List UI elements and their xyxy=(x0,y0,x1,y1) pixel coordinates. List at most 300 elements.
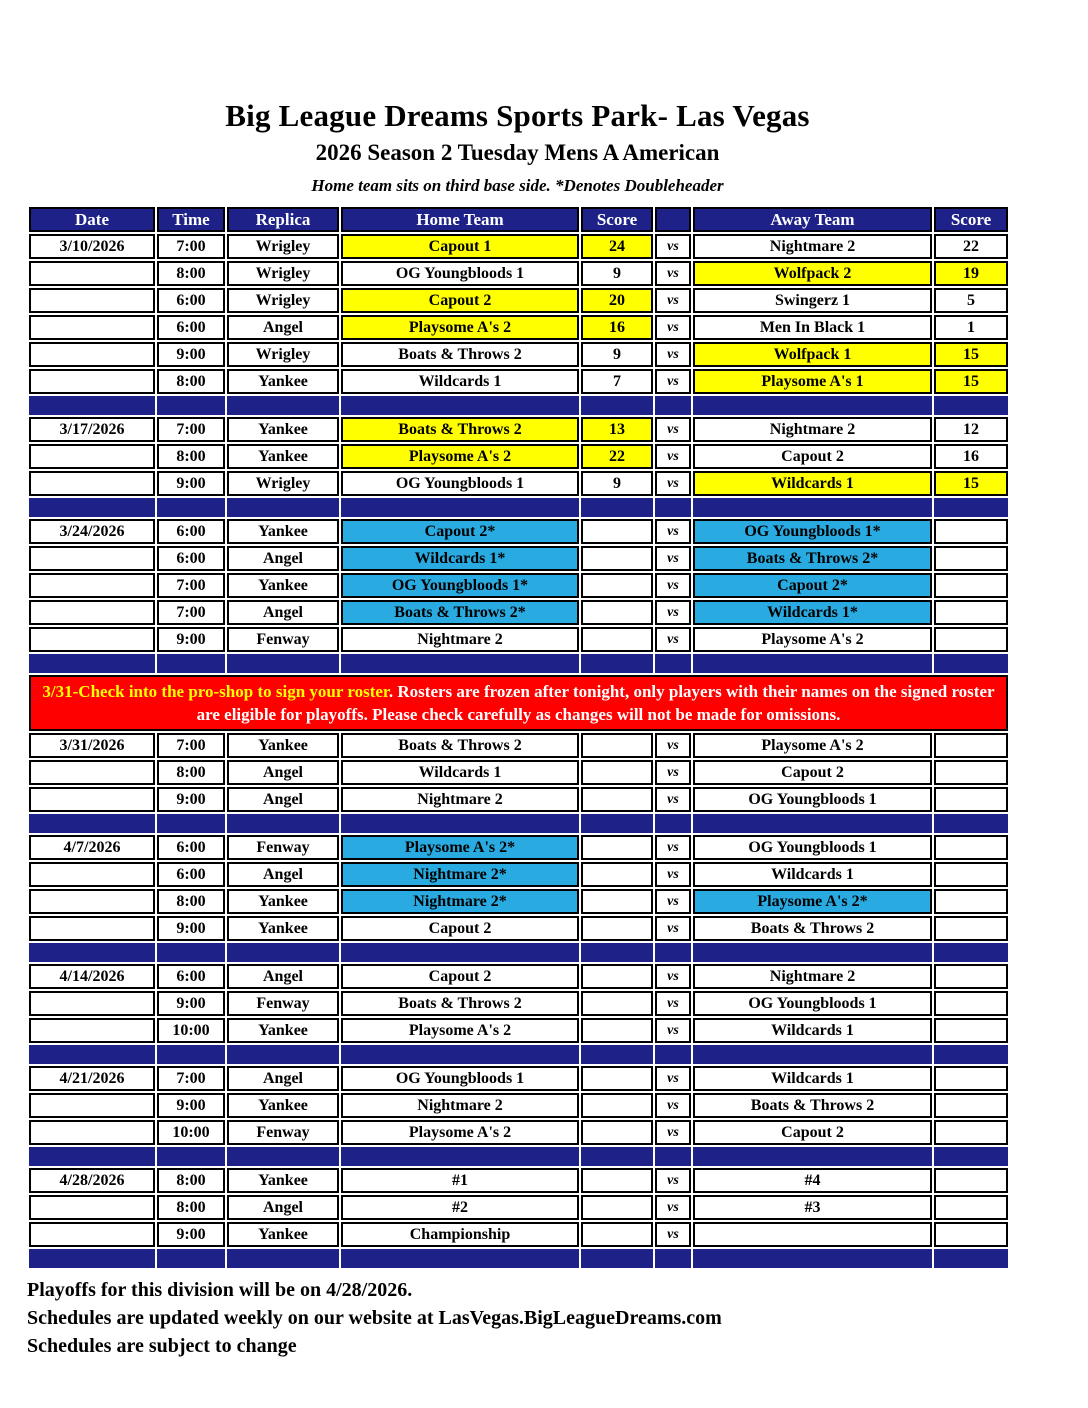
home-team-cell: Boats & Throws 2 xyxy=(341,417,579,442)
away-team-cell: Men In Black 1 xyxy=(693,315,932,340)
away-team-cell: Boats & Throws 2 xyxy=(693,1093,932,1118)
home-score-cell xyxy=(581,1120,653,1145)
home-score-cell: 9 xyxy=(581,471,653,496)
away-score-cell: 12 xyxy=(934,417,1008,442)
home-score-cell: 16 xyxy=(581,315,653,340)
away-team-cell: Wildcards 1 xyxy=(693,1018,932,1043)
away-score-cell: 19 xyxy=(934,261,1008,286)
replica-cell: Yankee xyxy=(227,573,339,598)
game-row xyxy=(29,1168,1008,1193)
vs-label: vs xyxy=(655,234,691,259)
time-cell: 9:00 xyxy=(157,991,225,1016)
home-team-cell: OG Youngbloods 1 xyxy=(341,471,579,496)
away-score-cell xyxy=(934,1120,1008,1145)
home-score-cell xyxy=(581,733,653,758)
home-team-cell: Wildcards 1* xyxy=(341,546,579,571)
game-row xyxy=(29,417,1008,442)
game-row xyxy=(29,1120,1008,1145)
time-cell: 9:00 xyxy=(157,1093,225,1118)
vs-label: vs xyxy=(655,1093,691,1118)
replica-cell: Yankee xyxy=(227,369,339,394)
date-cell: 4/7/2026 xyxy=(29,835,155,860)
home-team-cell: OG Youngbloods 1* xyxy=(341,573,579,598)
home-team-cell: Capout 2 xyxy=(341,288,579,313)
away-team-cell: Playsome A's 2* xyxy=(693,889,932,914)
replica-cell: Angel xyxy=(227,964,339,989)
roster-notice xyxy=(29,675,1008,731)
home-score-cell xyxy=(581,760,653,785)
time-cell: 7:00 xyxy=(157,234,225,259)
home-team-cell: Capout 2* xyxy=(341,519,579,544)
separator-cell xyxy=(29,1249,155,1268)
date-cell xyxy=(29,342,155,367)
away-score-cell xyxy=(934,546,1008,571)
time-cell: 9:00 xyxy=(157,627,225,652)
separator-cell xyxy=(227,1249,339,1268)
game-row xyxy=(29,315,1008,340)
game-row xyxy=(29,889,1008,914)
replica-cell: Angel xyxy=(227,1195,339,1220)
date-cell xyxy=(29,546,155,571)
separator-cell xyxy=(693,396,932,415)
home-team-cell: Capout 1 xyxy=(341,234,579,259)
time-cell: 7:00 xyxy=(157,417,225,442)
date-cell xyxy=(29,315,155,340)
home-score-cell xyxy=(581,573,653,598)
roster-notice-row xyxy=(29,675,1008,731)
home-score-cell xyxy=(581,835,653,860)
separator-cell xyxy=(655,654,691,673)
replica-cell: Yankee xyxy=(227,733,339,758)
away-team-cell: Capout 2* xyxy=(693,573,932,598)
away-score-cell xyxy=(934,916,1008,941)
column-header-home-score: Score xyxy=(581,207,653,232)
separator-cell xyxy=(29,943,155,962)
time-cell: 8:00 xyxy=(157,444,225,469)
time-cell: 9:00 xyxy=(157,471,225,496)
game-row xyxy=(29,1195,1008,1220)
home-team-cell: Capout 2 xyxy=(341,964,579,989)
away-score-cell xyxy=(934,627,1008,652)
separator-cell xyxy=(157,814,225,833)
date-cell xyxy=(29,627,155,652)
time-cell: 9:00 xyxy=(157,787,225,812)
game-row xyxy=(29,261,1008,286)
separator-row xyxy=(29,396,1008,415)
page-title: Big League Dreams Sports Park- Las Vegas xyxy=(225,98,810,133)
vs-label: vs xyxy=(655,471,691,496)
home-score-cell xyxy=(581,1222,653,1247)
home-team-cell: OG Youngbloods 1 xyxy=(341,261,579,286)
vs-label: vs xyxy=(655,627,691,652)
time-cell: 6:00 xyxy=(157,835,225,860)
date-cell: 3/31/2026 xyxy=(29,733,155,758)
separator-cell xyxy=(581,1249,653,1268)
game-row xyxy=(29,1066,1008,1091)
away-team-cell: Playsome A's 2 xyxy=(693,627,932,652)
game-row xyxy=(29,234,1008,259)
separator-cell xyxy=(581,654,653,673)
separator-row xyxy=(29,1147,1008,1166)
away-score-cell: 5 xyxy=(934,288,1008,313)
separator-cell xyxy=(227,943,339,962)
home-score-cell xyxy=(581,1168,653,1193)
away-team-cell: OG Youngbloods 1 xyxy=(693,835,932,860)
separator-cell xyxy=(29,396,155,415)
game-row xyxy=(29,835,1008,860)
home-team-cell: Wildcards 1 xyxy=(341,369,579,394)
away-team-cell xyxy=(693,1222,932,1247)
separator-cell xyxy=(655,814,691,833)
home-score-cell xyxy=(581,1018,653,1043)
away-team-cell: Playsome A's 2 xyxy=(693,733,932,758)
time-cell: 7:00 xyxy=(157,1066,225,1091)
replica-cell: Fenway xyxy=(227,627,339,652)
away-team-cell: Wildcards 1* xyxy=(693,600,932,625)
vs-label: vs xyxy=(655,369,691,394)
away-team-cell: Wildcards 1 xyxy=(693,471,932,496)
home-team-cell: Playsome A's 2 xyxy=(341,444,579,469)
vs-label: vs xyxy=(655,417,691,442)
home-score-cell xyxy=(581,1093,653,1118)
separator-cell xyxy=(693,943,932,962)
vs-label: vs xyxy=(655,1018,691,1043)
time-cell: 8:00 xyxy=(157,1195,225,1220)
away-team-cell: Capout 2 xyxy=(693,760,932,785)
date-cell xyxy=(29,862,155,887)
vs-label: vs xyxy=(655,835,691,860)
separator-cell xyxy=(581,943,653,962)
date-cell xyxy=(29,288,155,313)
time-cell: 7:00 xyxy=(157,573,225,598)
column-header-away-score: Score xyxy=(934,207,1008,232)
home-score-cell xyxy=(581,991,653,1016)
separator-row xyxy=(29,1045,1008,1064)
date-cell: 3/17/2026 xyxy=(29,417,155,442)
separator-cell xyxy=(157,654,225,673)
legend-note: Home team sits on third base side. *Denotes Doubleheader xyxy=(311,176,724,195)
date-cell: 3/24/2026 xyxy=(29,519,155,544)
separator-cell xyxy=(227,498,339,517)
column-header-home-team: Home Team xyxy=(341,207,579,232)
time-cell: 6:00 xyxy=(157,546,225,571)
separator-cell xyxy=(934,396,1008,415)
separator-cell xyxy=(655,1249,691,1268)
separator-cell xyxy=(29,498,155,517)
separator-cell xyxy=(157,1045,225,1064)
game-row xyxy=(29,600,1008,625)
separator-cell xyxy=(581,1045,653,1064)
replica-cell: Angel xyxy=(227,760,339,785)
vs-label: vs xyxy=(655,546,691,571)
vs-label: vs xyxy=(655,1066,691,1091)
page-subtitle: 2026 Season 2 Tuesday Mens A American xyxy=(315,140,720,165)
vs-label: vs xyxy=(655,889,691,914)
away-team-cell: Nightmare 2 xyxy=(693,417,932,442)
separator-cell xyxy=(693,814,932,833)
home-score-cell xyxy=(581,600,653,625)
vs-label: vs xyxy=(655,573,691,598)
home-team-cell: Nightmare 2* xyxy=(341,889,579,914)
date-cell: 4/14/2026 xyxy=(29,964,155,989)
home-team-cell: OG Youngbloods 1 xyxy=(341,1066,579,1091)
separator-cell xyxy=(693,498,932,517)
away-score-cell: 16 xyxy=(934,444,1008,469)
separator-cell xyxy=(934,943,1008,962)
home-team-cell: Wildcards 1 xyxy=(341,760,579,785)
replica-cell: Wrigley xyxy=(227,288,339,313)
replica-cell: Yankee xyxy=(227,417,339,442)
away-score-cell xyxy=(934,1018,1008,1043)
away-score-cell xyxy=(934,1066,1008,1091)
home-score-cell: 9 xyxy=(581,261,653,286)
separator-cell xyxy=(157,396,225,415)
separator-cell xyxy=(29,1045,155,1064)
separator-cell xyxy=(341,498,579,517)
separator-cell xyxy=(341,1249,579,1268)
home-team-cell: Playsome A's 2 xyxy=(341,1018,579,1043)
home-team-cell: Nightmare 2 xyxy=(341,787,579,812)
vs-label: vs xyxy=(655,1120,691,1145)
separator-cell xyxy=(341,814,579,833)
game-row xyxy=(29,471,1008,496)
replica-cell: Yankee xyxy=(227,519,339,544)
away-score-cell xyxy=(934,1168,1008,1193)
time-cell: 6:00 xyxy=(157,519,225,544)
footer-change-line: Schedules are subject to change xyxy=(27,1335,297,1357)
away-score-cell xyxy=(934,991,1008,1016)
separator-cell xyxy=(157,943,225,962)
home-score-cell: 9 xyxy=(581,342,653,367)
separator-cell xyxy=(227,654,339,673)
away-score-cell xyxy=(934,1093,1008,1118)
date-cell xyxy=(29,573,155,598)
vs-label: vs xyxy=(655,760,691,785)
replica-cell: Fenway xyxy=(227,1120,339,1145)
date-cell xyxy=(29,600,155,625)
away-score-cell xyxy=(934,1195,1008,1220)
game-row xyxy=(29,760,1008,785)
separator-cell xyxy=(693,654,932,673)
replica-cell: Fenway xyxy=(227,835,339,860)
vs-label: vs xyxy=(655,733,691,758)
time-cell: 6:00 xyxy=(157,862,225,887)
home-team-cell: Playsome A's 2* xyxy=(341,835,579,860)
away-team-cell: #3 xyxy=(693,1195,932,1220)
vs-label: vs xyxy=(655,1222,691,1247)
home-team-cell: Boats & Throws 2 xyxy=(341,342,579,367)
time-cell: 10:00 xyxy=(157,1120,225,1145)
separator-cell xyxy=(934,654,1008,673)
separator-cell xyxy=(693,1249,932,1268)
time-cell: 9:00 xyxy=(157,342,225,367)
separator-cell xyxy=(157,498,225,517)
date-cell xyxy=(29,1093,155,1118)
game-row xyxy=(29,369,1008,394)
vs-label: vs xyxy=(655,991,691,1016)
game-row xyxy=(29,916,1008,941)
home-team-cell: Nightmare 2* xyxy=(341,862,579,887)
separator-cell xyxy=(655,943,691,962)
replica-cell: Angel xyxy=(227,546,339,571)
away-score-cell: 15 xyxy=(934,369,1008,394)
column-header-vs xyxy=(655,207,691,232)
separator-cell xyxy=(693,1147,932,1166)
game-row xyxy=(29,519,1008,544)
separator-row xyxy=(29,943,1008,962)
separator-row xyxy=(29,1249,1008,1268)
away-score-cell: 1 xyxy=(934,315,1008,340)
home-score-cell xyxy=(581,889,653,914)
vs-label: vs xyxy=(655,444,691,469)
home-score-cell xyxy=(581,1195,653,1220)
home-score-cell: 20 xyxy=(581,288,653,313)
date-cell xyxy=(29,261,155,286)
away-score-cell xyxy=(934,964,1008,989)
footer-website-line: Schedules are updated weekly on our website at LasVegas.BigLeagueDreams.com xyxy=(27,1307,722,1329)
date-cell xyxy=(29,760,155,785)
separator-cell xyxy=(227,396,339,415)
away-team-cell: Nightmare 2 xyxy=(693,234,932,259)
vs-label: vs xyxy=(655,288,691,313)
separator-cell xyxy=(157,1147,225,1166)
away-team-cell: Boats & Throws 2* xyxy=(693,546,932,571)
vs-label: vs xyxy=(655,261,691,286)
separator-cell xyxy=(655,1045,691,1064)
home-team-cell: Capout 2 xyxy=(341,916,579,941)
vs-label: vs xyxy=(655,600,691,625)
home-team-cell: Championship xyxy=(341,1222,579,1247)
replica-cell: Yankee xyxy=(227,1093,339,1118)
home-score-cell xyxy=(581,546,653,571)
time-cell: 9:00 xyxy=(157,916,225,941)
home-score-cell xyxy=(581,519,653,544)
separator-cell xyxy=(227,1045,339,1064)
away-score-cell xyxy=(934,889,1008,914)
time-cell: 8:00 xyxy=(157,369,225,394)
home-score-cell xyxy=(581,1066,653,1091)
date-cell xyxy=(29,991,155,1016)
column-header-away-team: Away Team xyxy=(693,207,932,232)
footer-playoffs-line: Playoffs for this division will be on 4/28/2026. xyxy=(27,1279,413,1301)
game-row xyxy=(29,991,1008,1016)
away-score-cell xyxy=(934,760,1008,785)
away-score-cell: 15 xyxy=(934,471,1008,496)
column-header-replica: Replica xyxy=(227,207,339,232)
separator-cell xyxy=(581,1147,653,1166)
date-cell xyxy=(29,471,155,496)
home-score-cell xyxy=(581,787,653,812)
separator-cell xyxy=(934,1147,1008,1166)
separator-cell xyxy=(581,814,653,833)
away-team-cell: Wildcards 1 xyxy=(693,862,932,887)
roster-notice-text: . Rosters are frozen after tonight, only players with their names on the signed roster are eligible for playoffs. Please check carefully as changes will not be made for omissions. xyxy=(196,682,995,724)
game-row xyxy=(29,288,1008,313)
home-team-cell: #2 xyxy=(341,1195,579,1220)
separator-cell xyxy=(341,1045,579,1064)
separator-cell xyxy=(29,1147,155,1166)
time-cell: 9:00 xyxy=(157,1222,225,1247)
away-score-cell: 22 xyxy=(934,234,1008,259)
separator-cell xyxy=(341,396,579,415)
away-score-cell xyxy=(934,787,1008,812)
separator-cell xyxy=(157,1249,225,1268)
vs-label: vs xyxy=(655,862,691,887)
replica-cell: Angel xyxy=(227,315,339,340)
away-score-cell xyxy=(934,573,1008,598)
vs-label: vs xyxy=(655,1195,691,1220)
replica-cell: Angel xyxy=(227,1066,339,1091)
replica-cell: Wrigley xyxy=(227,234,339,259)
game-row xyxy=(29,1093,1008,1118)
time-cell: 6:00 xyxy=(157,315,225,340)
separator-cell xyxy=(934,814,1008,833)
game-row xyxy=(29,733,1008,758)
away-team-cell: Boats & Throws 2 xyxy=(693,916,932,941)
away-team-cell: Capout 2 xyxy=(693,444,932,469)
replica-cell: Yankee xyxy=(227,916,339,941)
away-team-cell: Wolfpack 2 xyxy=(693,261,932,286)
date-cell xyxy=(29,1120,155,1145)
time-cell: 10:00 xyxy=(157,1018,225,1043)
game-row xyxy=(29,546,1008,571)
date-cell: 4/28/2026 xyxy=(29,1168,155,1193)
game-row xyxy=(29,787,1008,812)
schedule-sheet xyxy=(27,0,1061,1360)
home-team-cell: Nightmare 2 xyxy=(341,1093,579,1118)
separator-cell xyxy=(655,1147,691,1166)
away-score-cell xyxy=(934,519,1008,544)
home-score-cell xyxy=(581,964,653,989)
away-team-cell: Wildcards 1 xyxy=(693,1066,932,1091)
time-cell: 7:00 xyxy=(157,733,225,758)
separator-cell xyxy=(227,1147,339,1166)
roster-notice-highlight: 3/31-Check into the pro-shop to sign your roster xyxy=(42,682,389,701)
separator-row xyxy=(29,814,1008,833)
game-row xyxy=(29,627,1008,652)
time-cell: 8:00 xyxy=(157,760,225,785)
away-team-cell: Playsome A's 1 xyxy=(693,369,932,394)
game-row xyxy=(29,1222,1008,1247)
date-cell xyxy=(29,1018,155,1043)
away-score-cell xyxy=(934,600,1008,625)
schedule-table xyxy=(27,205,1010,1270)
home-score-cell xyxy=(581,862,653,887)
separator-cell xyxy=(581,396,653,415)
column-header-date: Date xyxy=(29,207,155,232)
date-cell: 3/10/2026 xyxy=(29,234,155,259)
home-score-cell: 22 xyxy=(581,444,653,469)
game-row xyxy=(29,573,1008,598)
date-cell: 4/21/2026 xyxy=(29,1066,155,1091)
column-header-time: Time xyxy=(157,207,225,232)
time-cell: 8:00 xyxy=(157,261,225,286)
home-team-cell: Playsome A's 2 xyxy=(341,315,579,340)
separator-cell xyxy=(934,498,1008,517)
vs-label: vs xyxy=(655,519,691,544)
replica-cell: Yankee xyxy=(227,1018,339,1043)
time-cell: 8:00 xyxy=(157,1168,225,1193)
time-cell: 6:00 xyxy=(157,288,225,313)
game-row xyxy=(29,444,1008,469)
date-cell xyxy=(29,889,155,914)
replica-cell: Yankee xyxy=(227,444,339,469)
away-score-cell xyxy=(934,862,1008,887)
separator-cell xyxy=(341,943,579,962)
away-team-cell: Wolfpack 1 xyxy=(693,342,932,367)
away-score-cell xyxy=(934,835,1008,860)
away-team-cell: OG Youngbloods 1 xyxy=(693,991,932,1016)
